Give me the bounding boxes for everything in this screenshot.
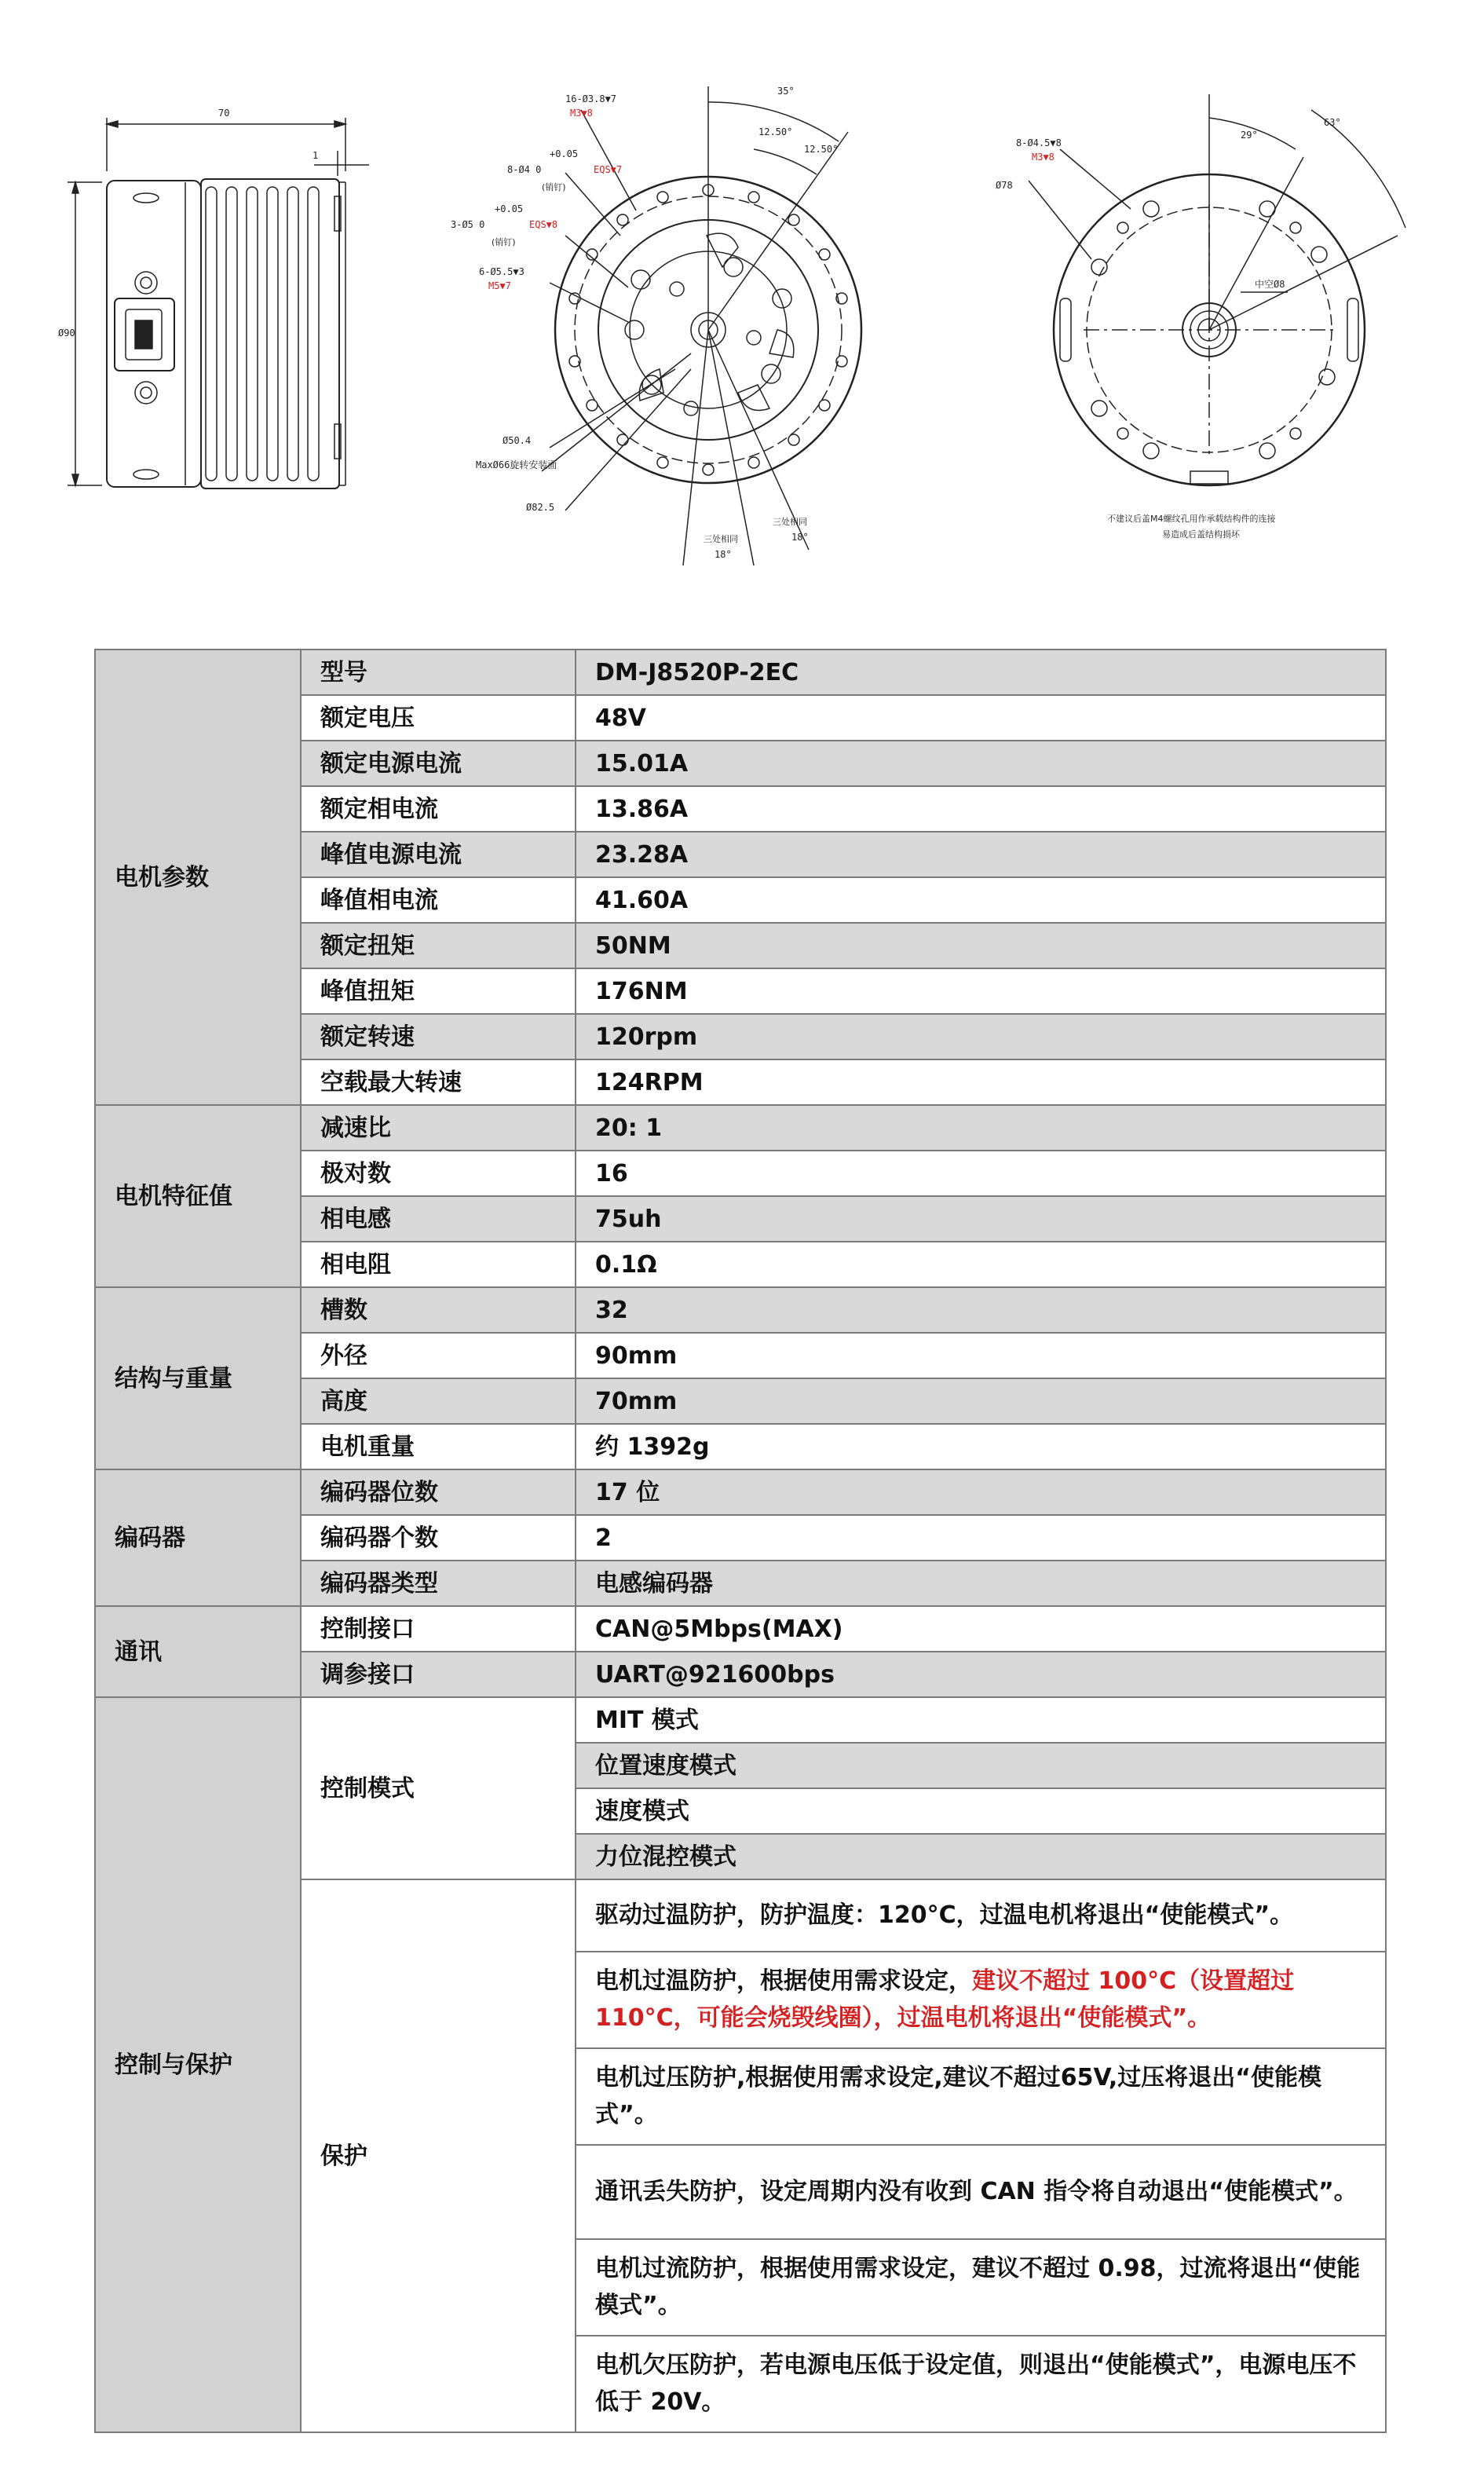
front-holes-3: 3-Ø5 0 — [451, 219, 485, 230]
front-holes-16: 16-Ø3.8▼7 — [565, 93, 617, 104]
protection-label: 保护 — [301, 1879, 576, 2432]
protection-item: 电机过流防护，根据使用需求设定，建议不超过 0.98，过流将退出“使能模式”。 — [576, 2239, 1386, 2336]
param-name: 槽数 — [301, 1287, 576, 1333]
front-dia-82: Ø82.5 — [526, 502, 555, 513]
front-tol-a: +0.05 — [550, 148, 579, 159]
param-value: 2 — [576, 1515, 1386, 1561]
front-note-three-a: 三处相同 — [704, 534, 738, 544]
param-value: 13.86A — [576, 786, 1386, 832]
param-name: 型号 — [301, 650, 576, 695]
param-name: 编码器个数 — [301, 1515, 576, 1561]
param-value: 15.01A — [576, 741, 1386, 786]
front-m3-8: M3▼8 — [570, 108, 593, 119]
front-note-three-b: 三处相同 — [773, 517, 807, 527]
back-hollow-label: 中空Ø8 — [1255, 279, 1285, 290]
front-pin-a: (销钉) — [542, 182, 566, 192]
side-dia-dim: Ø90 — [58, 328, 75, 338]
front-eqs-7: EQS▼7 — [594, 164, 623, 175]
technical-drawings — [0, 0, 1484, 597]
param-name: 空载最大转速 — [301, 1059, 576, 1105]
param-value: DM-J8520P-2EC — [576, 650, 1386, 695]
protection-warning-text: 建议不超过 100°C（设置超过 110°C，可能会烧毁线圈），过温电机将退出“使能模式”。 — [595, 1967, 1295, 2032]
back-m3-8: M3▼8 — [1032, 152, 1055, 163]
protection-item: 驱动过温防护，防护温度：120°C，过温电机将退出“使能模式”。 — [576, 1879, 1386, 1952]
param-name: 相电感 — [301, 1196, 576, 1242]
category-control: 控制与保护 — [95, 1697, 301, 2432]
protection-item — [576, 1952, 1386, 2048]
side-width-dim: 70 — [218, 108, 230, 119]
front-m5-7: M5▼7 — [488, 280, 511, 291]
param-name: 峰值扭矩 — [301, 968, 576, 1014]
back-angle-63: 63° — [1324, 117, 1341, 128]
back-holes-8: 8-Ø4.5▼8 — [1016, 137, 1062, 148]
category-structure: 结构与重量 — [95, 1287, 301, 1469]
param-name: 相电阻 — [301, 1242, 576, 1287]
param-value: 约 1392g — [576, 1424, 1386, 1469]
front-holes-8: 8-Ø4 0 — [507, 164, 542, 175]
control-mode-item: 速度模式 — [576, 1788, 1386, 1834]
param-name: 额定转速 — [301, 1014, 576, 1059]
protection-item: 电机欠压防护，若电源电压低于设定值，则退出“使能模式”，电源电压不低于 20V。 — [576, 2336, 1386, 2432]
param-value: 124RPM — [576, 1059, 1386, 1105]
front-holes-6: 6-Ø5.5▼3 — [479, 266, 525, 277]
front-tol-b: +0.05 — [495, 203, 524, 214]
param-value: 90mm — [576, 1333, 1386, 1378]
front-angle-125b: 12.50° — [804, 144, 839, 155]
param-value: 17 位 — [576, 1469, 1386, 1515]
front-angle-18b: 18° — [791, 532, 809, 543]
param-name: 编码器类型 — [301, 1561, 576, 1606]
param-value: UART@921600bps — [576, 1652, 1386, 1697]
back-note-2: 易造成后盖结构损坏 — [1162, 529, 1240, 540]
control-mode-item: 位置速度模式 — [576, 1743, 1386, 1788]
param-value: CAN@5Mbps(MAX) — [576, 1606, 1386, 1652]
param-name: 控制接口 — [301, 1606, 576, 1652]
param-value: 16 — [576, 1151, 1386, 1196]
param-value: 50NM — [576, 923, 1386, 968]
param-value: 41.60A — [576, 877, 1386, 923]
side-gap-dim: 1 — [313, 150, 319, 161]
protection-item: 电机过压防护,根据使用需求设定,建议不超过65V,过压将退出“使能模式”。 — [576, 2048, 1386, 2145]
control-mode-item: 力位混控模式 — [576, 1834, 1386, 1879]
param-value: 20: 1 — [576, 1105, 1386, 1151]
param-name: 额定电压 — [301, 695, 576, 741]
front-pin-b: (销钉) — [492, 237, 516, 247]
back-view-drawing — [1029, 94, 1405, 485]
param-name: 调参接口 — [301, 1652, 576, 1697]
control-mode-label: 控制模式 — [301, 1697, 576, 1879]
category-encoder: 编码器 — [95, 1469, 301, 1606]
param-value: 0.1Ω — [576, 1242, 1386, 1287]
category-motor-char: 电机特征值 — [95, 1105, 301, 1287]
param-name: 电机重量 — [301, 1424, 576, 1469]
protection-item: 通讯丢失防护，设定周期内没有收到 CAN 指令将自动退出“使能模式”。 — [576, 2145, 1386, 2239]
side-view-drawing — [68, 118, 369, 489]
param-value: 70mm — [576, 1378, 1386, 1424]
param-name: 编码器位数 — [301, 1469, 576, 1515]
front-max-66: MaxØ66旋转安装面 — [476, 459, 557, 470]
back-angle-29: 29° — [1241, 130, 1258, 141]
param-value: 电感编码器 — [576, 1561, 1386, 1606]
front-eqs-8: EQS▼8 — [529, 219, 558, 230]
front-angle-125a: 12.50° — [758, 126, 793, 137]
param-name: 额定电源电流 — [301, 741, 576, 786]
param-value: 176NM — [576, 968, 1386, 1014]
back-dia-78: Ø78 — [996, 180, 1013, 191]
category-motor-params: 电机参数 — [95, 650, 301, 1105]
param-name: 外径 — [301, 1333, 576, 1378]
param-value: 23.28A — [576, 832, 1386, 877]
front-angle-35: 35° — [777, 86, 795, 97]
param-name: 峰值相电流 — [301, 877, 576, 923]
control-mode-item: MIT 模式 — [576, 1697, 1386, 1743]
protection-text: 电机过温防护，根据使用需求设定， — [595, 1967, 972, 1995]
param-name: 极对数 — [301, 1151, 576, 1196]
param-name: 额定相电流 — [301, 786, 576, 832]
param-name: 额定扭矩 — [301, 923, 576, 968]
front-angle-18a: 18° — [715, 549, 732, 560]
param-value: 48V — [576, 695, 1386, 741]
back-note-1: 不建议后盖M4螺纹孔用作承载结构件的连接 — [1107, 514, 1276, 524]
param-name: 峰值电源电流 — [301, 832, 576, 877]
param-name: 高度 — [301, 1378, 576, 1424]
param-value: 120rpm — [576, 1014, 1386, 1059]
param-name: 减速比 — [301, 1105, 576, 1151]
front-dia-50: Ø50.4 — [503, 435, 532, 446]
spec-table — [94, 649, 1387, 2433]
param-value: 32 — [576, 1287, 1386, 1333]
category-comm: 通讯 — [95, 1606, 301, 1697]
front-view-drawing — [542, 86, 861, 565]
param-value: 75uh — [576, 1196, 1386, 1242]
